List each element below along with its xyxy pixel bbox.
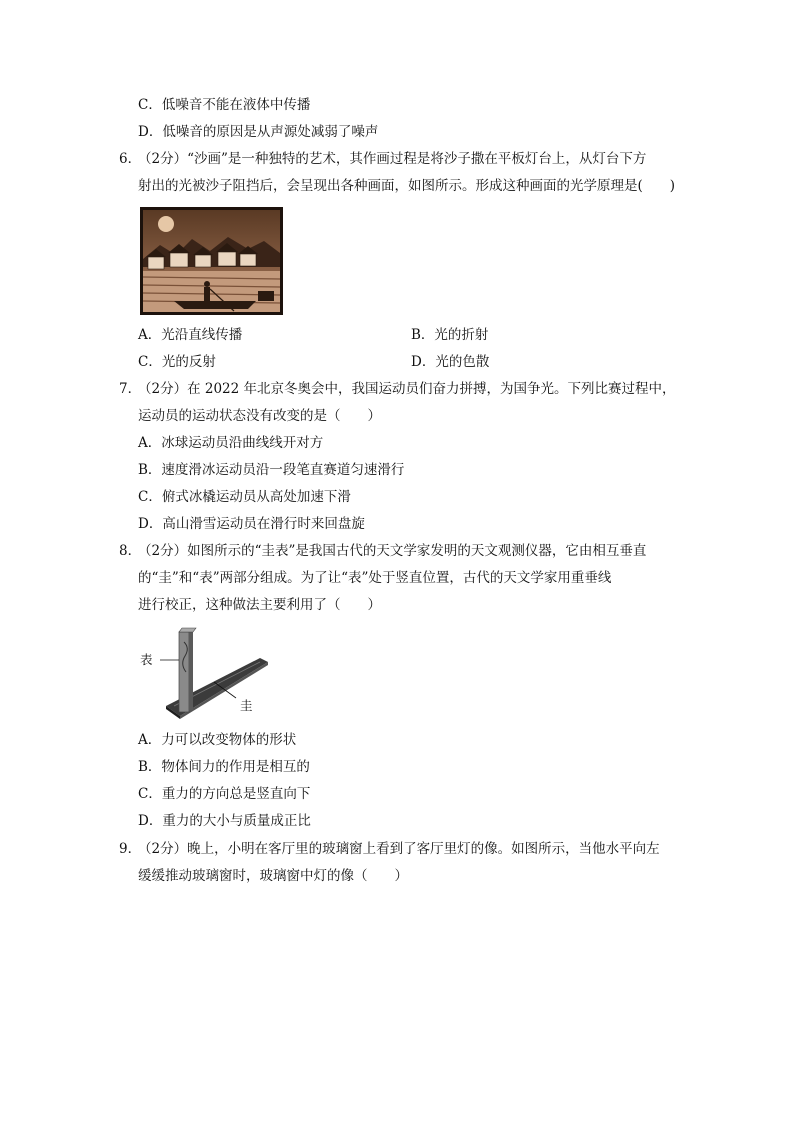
q6-option-b: B．光的折射 — [411, 327, 489, 343]
q7-stem-line2: 运动员的运动状态没有改变的是（ ） — [138, 408, 381, 424]
q7-number: 7． — [119, 381, 142, 397]
sand-painting-figure — [140, 207, 283, 315]
q8-stem-line2: 的“圭”和“表”两部分组成。为了让“表”处于竖直位置，古代的天文学家用重垂线 — [138, 570, 612, 586]
q8-number: 8． — [119, 543, 142, 559]
q8-option-c: C．重力的方向总是竖直向下 — [138, 786, 311, 802]
q8-stem-line3: 进行校正，这种做法主要利用了（ ） — [138, 597, 381, 613]
q6-option-c: C．光的反射 — [138, 354, 216, 370]
q6-option-d: D．光的色散 — [411, 354, 490, 370]
q7-option-c: C．俯式冰橇运动员从高处加速下滑 — [138, 489, 351, 505]
q5-option-c: C．低噪音不能在液体中传播 — [138, 97, 311, 113]
label-biao: 表 — [140, 652, 153, 667]
q6-number: 6． — [119, 151, 142, 167]
q8-option-b: B．物体间力的作用是相互的 — [138, 759, 310, 775]
q7-option-b: B．速度滑冰运动员沿一段笔直赛道匀速滑行 — [138, 462, 405, 478]
label-gui: 圭 — [240, 698, 253, 713]
q9-stem-line2: 缓缓推动玻璃窗时，玻璃窗中灯的像（ ） — [138, 868, 408, 884]
q6-option-a: A．光沿直线传播 — [138, 327, 243, 343]
q7-stem-line1: （2分）在 2022 年北京冬奥会中，我国运动员们奋力拼搏，为国争光。下列比赛过程中， — [138, 381, 676, 397]
q8-option-a: A．力可以改变物体的形状 — [138, 732, 297, 748]
q7-option-a: A．冰球运动员沿曲线线开对方 — [138, 435, 324, 451]
q6-stem-line1: （2分）“沙画”是一种独特的艺术，其作画过程是将沙子撒在平板灯台上，从灯台下方 — [138, 151, 647, 167]
q9-number: 9． — [119, 841, 142, 857]
q6-stem-line2: 射出的光被沙子阻挡后，会呈现出各种画面，如图所示。形成这种画面的光学原理是( ) — [138, 178, 676, 194]
guibiao-figure — [140, 626, 275, 722]
q9-stem-line1: （2分）晚上，小明在客厅里的玻璃窗上看到了客厅里灯的像。如图所示，当他水平向左 — [138, 841, 660, 857]
q8-stem-line1: （2分）如图所示的“圭表”是我国古代的天文学家发明的天文观测仪器，它由相互垂直 — [138, 543, 647, 559]
q8-option-d: D．重力的大小与质量成正比 — [138, 813, 311, 829]
q7-option-d: D．高山滑雪运动员在滑行时来回盘旋 — [138, 516, 365, 532]
q5-option-d: D．低噪音的原因是从声源处减弱了噪声 — [138, 124, 379, 140]
